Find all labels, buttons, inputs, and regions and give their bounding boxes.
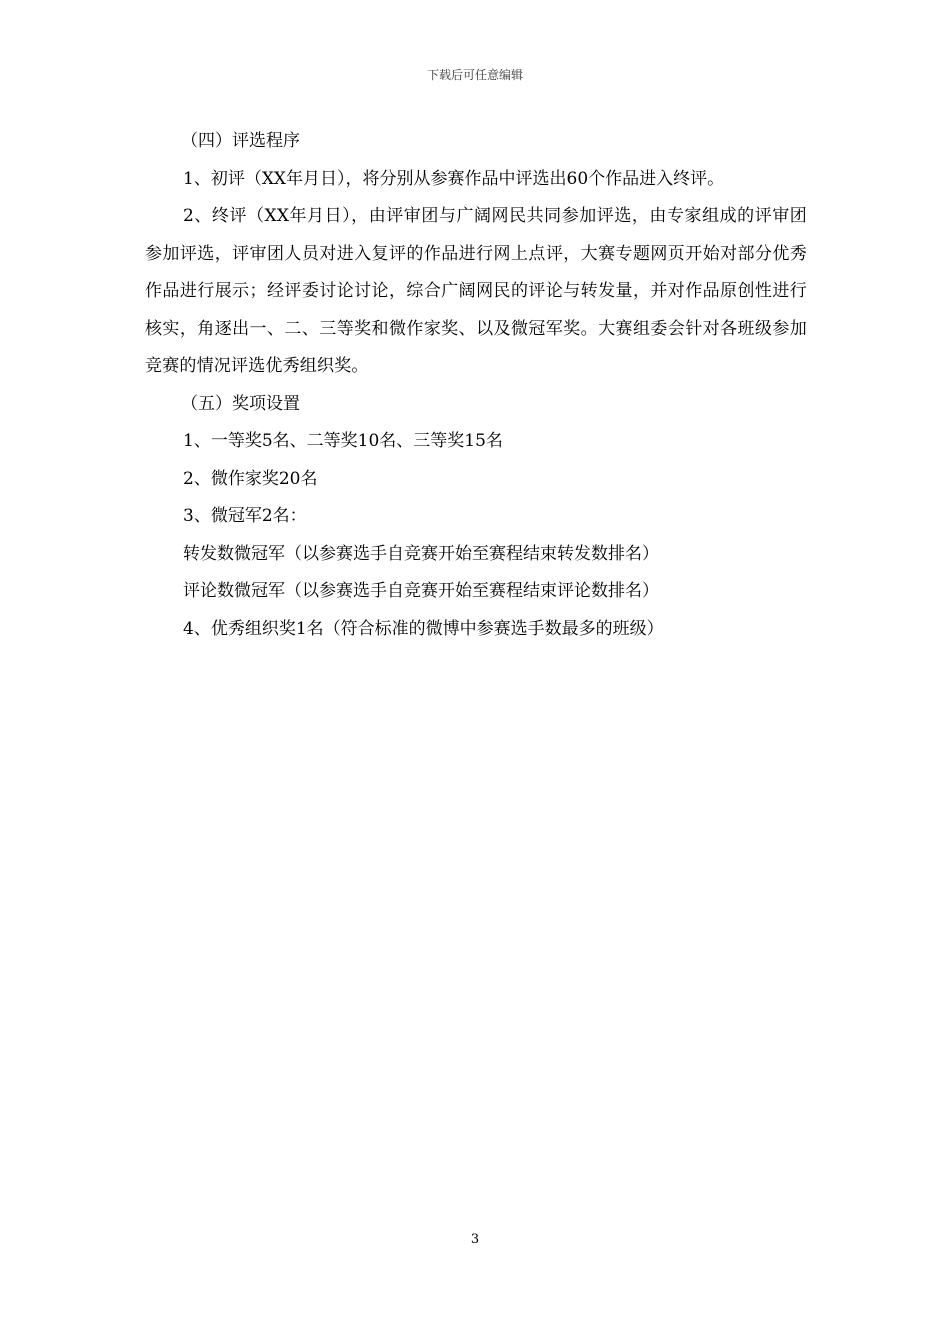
award-item-1: 1、一等奖5名、二等奖10名、三等奖15名: [183, 431, 503, 451]
award-item-4: 4、优秀组织奖1名（符合标准的微博中参赛选手数最多的班级）: [183, 618, 664, 639]
procedure-item-1: 1、初评（XX年月日），将分别从参赛作品中评选出60个作品进入终评。: [183, 168, 725, 189]
section-4-title: （四）评选程序: [181, 131, 300, 151]
award-item-2: 2、微作家奖20名: [183, 468, 318, 489]
document-body: [145, 123, 807, 648]
award-item-3-sub-2: 评论数微冠军（以参赛选手自竞赛开始至赛程结束评论数排名）: [183, 581, 659, 601]
award-item-3-sub-1: 转发数微冠军（以参赛选手自竞赛开始至赛程结束转发数排名）: [183, 543, 659, 564]
page-number: 3: [470, 1232, 480, 1247]
procedure-item-2: 2、终评（XX年月日），由评审团与广阔网民共同参加评选，由专家组成的评审团参加评选，评审团人员对进入复评的作品进行网上点评，大赛专题网页开始对部分优秀作品进行展示；经评委讨论讨论，综合广阔网民的评论与转发量，并对作品原创性进行核实，角逐出一、二、三等奖和微作家奖、以及微冠军奖。大赛组委会针对各班级参加竞赛的情况评选优秀组织奖。: [145, 206, 807, 376]
page-header-note: 下载后可任意编辑: [426, 68, 523, 82]
section-5-title: （五）奖项设置: [181, 393, 300, 414]
award-item-3: 3、微冠军2名：: [183, 506, 307, 526]
